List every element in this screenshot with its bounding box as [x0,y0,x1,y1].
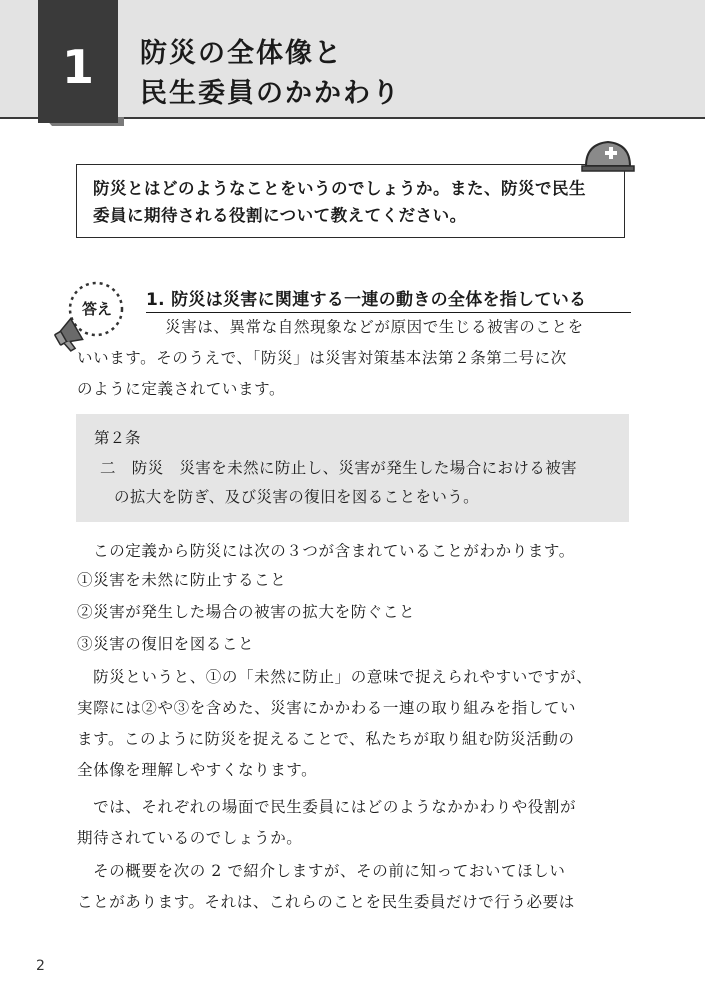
question-box [76,164,625,238]
list-item: ②災害が発生した場合の被害の拡大を防ぐこと [77,603,416,621]
article-line2: の拡大を防ぎ、及び災害の復旧を図ることをいう。 [114,488,480,506]
chapter-title-line1: 防災の全体像と [140,38,343,69]
intro-line2: いいます。そのうえで、「防災」は災害対策基本法第２条第二号に次 [77,349,567,367]
list-item: ①災害を未然に防止すること [77,571,287,589]
article-body [100,454,614,512]
para2-line2: 実際には②や③を含めた、災害にかかわる一連の取り組みを指してい [77,699,577,717]
article-quote-box [76,414,629,522]
list-item: ③災害の復旧を図ること [77,635,255,653]
para3-line1: では、それぞれの場面で民生委員にはどのようなかかわりや役割が [77,798,577,816]
para3-line2: 期待されているのでしょうか。 [77,829,303,847]
chapter-title [140,34,680,114]
intro-line3: のように定義されています。 [77,380,286,398]
answer-badge-label: 答え [81,300,112,318]
page-number: 2 [36,958,45,974]
para2-line4: 全体像を理解しやすくなります。 [77,761,318,779]
body-paragraph-4 [77,856,633,918]
helmet-icon [580,136,636,176]
section-heading: 1. 防災は災害に関連する一連の動きの全体を指している [146,285,631,313]
question-text [93,175,618,229]
para2-line3: ます。このように防災を捉えることで、私たちが取り組む防災活動の [77,730,575,748]
body-paragraph-3 [77,792,633,854]
question-line1: 防災とはどのようなことをいうのでしょうか。また、防災で民生 [93,179,586,198]
chapter-title-line2: 民生委員のかかわり [140,78,401,109]
definition-intro: この定義から防災には次の３つが含まれていることがわかります。 [77,542,575,560]
question-line2: 委員に期待される役割について教えてください。 [93,206,467,225]
intro-paragraph [77,312,633,405]
chapter-number: 1 [61,40,94,94]
intro-line1: 災害は、異常な自然現象などが原因で生じる被害のことを [149,318,584,336]
article-line1: 二 防災 災害を未然に防止し、災害が発生した場合における被害 [100,459,578,477]
body-paragraph-2 [77,662,633,786]
para2-line1: 防災というと、①の「未然に防止」の意味で捉えられやすいですが、 [77,668,593,686]
para4-line2: ことがあります。それは、これらのことを民生委員だけで行う必要は [77,893,575,911]
para4-line1: その概要を次の 2 で紹介しますが、その前に知っておいてほしい [77,862,566,880]
article-title: 第２条 [94,429,141,447]
